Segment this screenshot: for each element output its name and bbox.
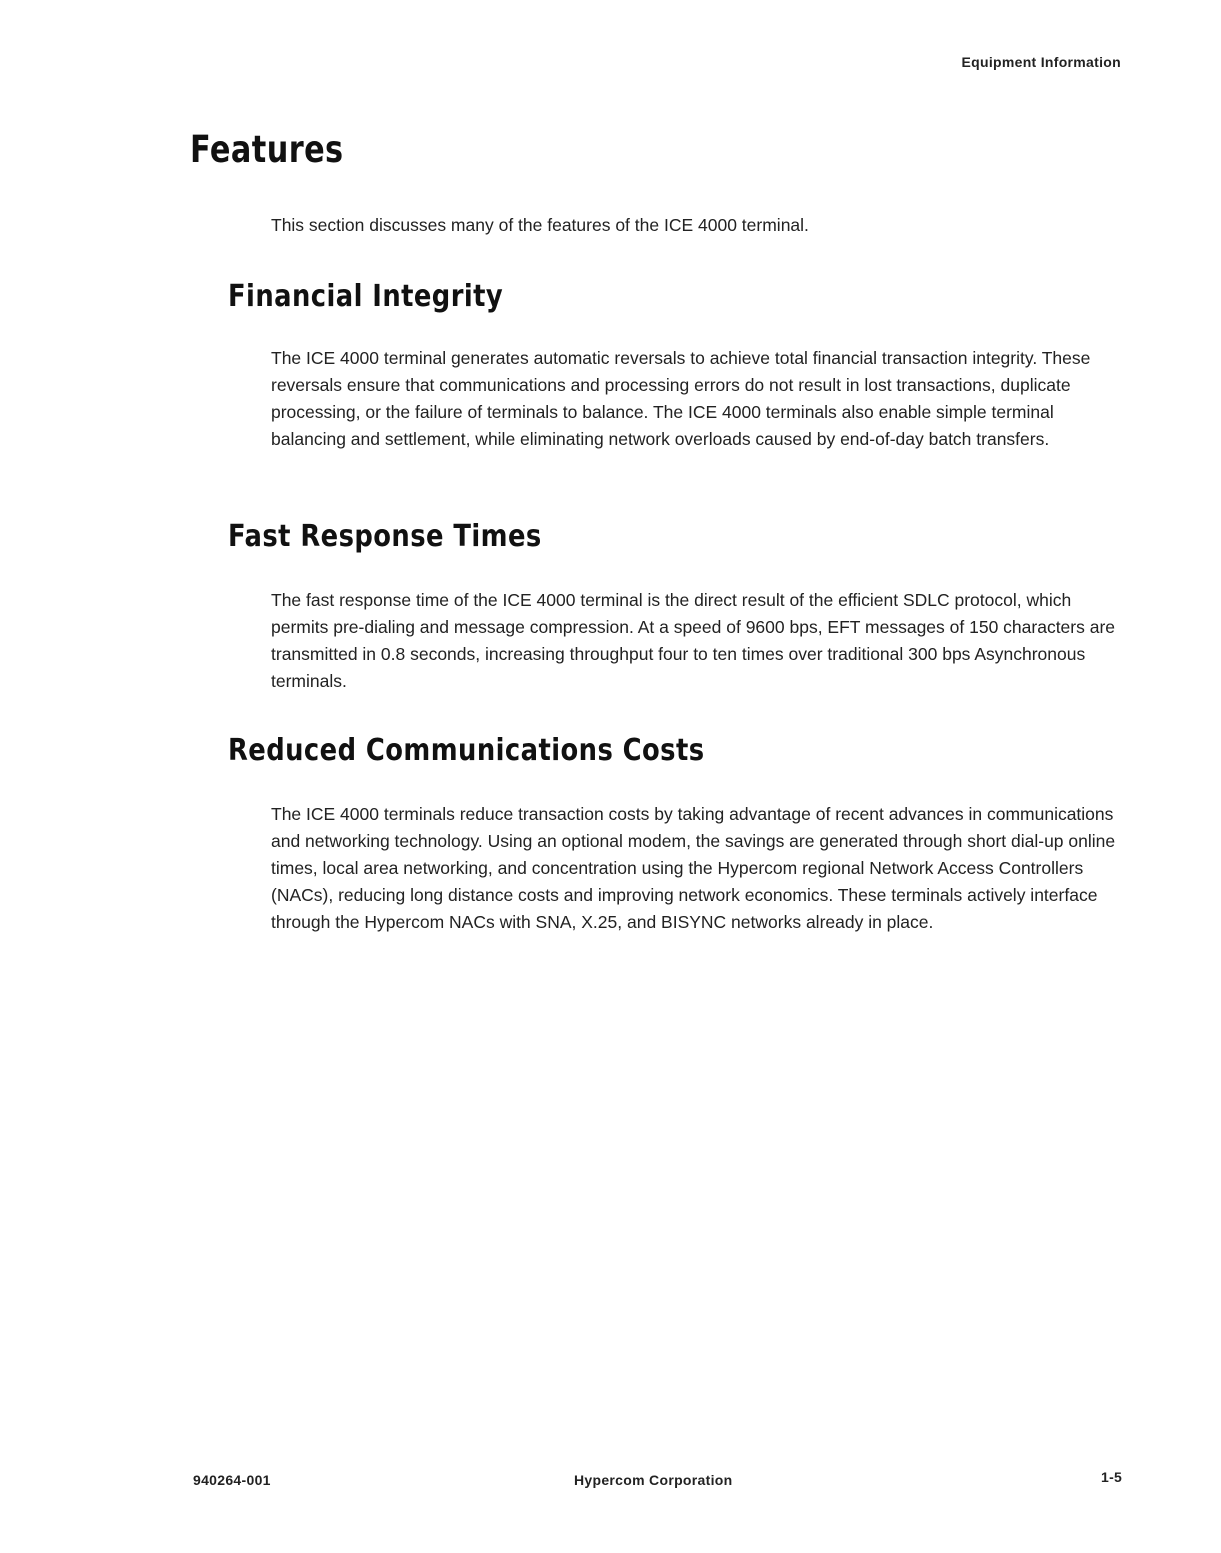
section-fast-response-times xyxy=(228,517,1123,695)
section-body: The fast response time of the ICE 4000 terminal is the direct result of the efficient SDLC protocol, which permits pre-dialing and message compression. At a speed of 9600 bps, EFT messages of 150 characters are transmitted in 0.8 seconds, increasing throughput four to ten times over traditional 300 bps Asynchronous terminals. xyxy=(271,590,1116,691)
running-header: Equipment Information xyxy=(961,54,1121,70)
footer-company: Hypercom Corporation xyxy=(574,1472,733,1488)
intro-paragraph: This section discusses many of the features of the ICE 4000 terminal. xyxy=(271,215,809,235)
footer-doc-number: 940264-001 xyxy=(193,1472,271,1488)
section-body: The ICE 4000 terminals reduce transaction costs by taking advantage of recent advances in communications and networking technology. Using an optional modem, the savings are generated through short dial-up online times, local area networking, and concentration using the Hypercom regional Network Access Controllers (NACs), reducing long distance costs and improving network economics. These terminals actively interface through the Hypercom NACs with SNA, X.25, and BISYNC networks already in place. xyxy=(271,804,1116,932)
section-heading: Financial Integrity xyxy=(228,279,504,314)
footer-page-number: 1-5 xyxy=(1101,1469,1123,1485)
section-reduced-communications-costs xyxy=(228,731,1123,936)
section-heading: Fast Response Times xyxy=(228,519,542,554)
section-financial-integrity xyxy=(228,277,1123,453)
page-title: Features xyxy=(190,128,344,171)
section-body: The ICE 4000 terminal generates automatic reversals to achieve total financial transaction integrity. These reversals ensure that communications and processing errors do not result in lost transactions, duplicate processing, or the failure of terminals to balance. The ICE 4000 terminals also enable simple terminal balancing and settlement, while eliminating network overloads caused by end-of-day batch transfers. xyxy=(271,348,1091,449)
section-heading: Reduced Communications Costs xyxy=(228,733,705,768)
